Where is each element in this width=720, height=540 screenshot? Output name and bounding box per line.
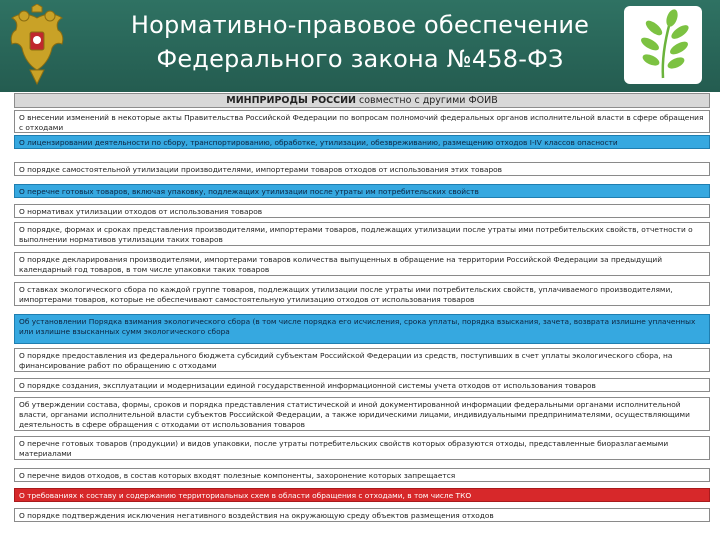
list-item — [14, 488, 710, 502]
green-leaf-branch-icon — [624, 6, 702, 84]
list-item — [14, 252, 710, 276]
list-item-text: О перечне готовых товаров, включая упаковку, подлежащих утилизации после утраты им потребительских свойств — [19, 187, 479, 196]
title-line-2: Федерального закона №458-ФЗ — [156, 45, 564, 73]
list-item — [14, 222, 710, 246]
list-item — [14, 436, 710, 460]
list-item-text: Об утверждении состава, формы, сроков и порядка представления статистической и иной документированной информации федеральными органами исполнительной власти, органами исполнительной власти субъектов Российской Федерации, а также юридическими лицами, индивидуальными предпринимателями, осуществляющими деятельность в сфере обращения с отходами от использования товаров — [19, 400, 690, 429]
list-item-text: О нормативах утилизации отходов от использования товаров — [19, 207, 263, 216]
list-item — [14, 468, 710, 482]
logo — [624, 6, 702, 84]
list-item — [14, 110, 710, 133]
title-line-1: Нормативно-правовое обеспечение — [130, 11, 590, 39]
list-item — [14, 508, 710, 522]
list-item-text: О лицензировании деятельности по сбору, транспортированию, обработке, утилизации, обезвреживанию, размещению отходов I-IV классов опасности — [19, 138, 618, 147]
list-item — [14, 162, 710, 176]
list-item-text: О порядке подтверждения исключения негативного воздействия на окружающую среду объектов размещения отходов — [19, 511, 494, 520]
list-item — [14, 204, 710, 218]
list-item — [14, 282, 710, 306]
subheader-rest: совместно с другими ФОИВ — [356, 95, 498, 106]
list-item-text: О порядке предоставления из федерального бюджета субсидий субъектам Российской Федерации из средств, поступивших в счет уплаты экологического сбора, на финансирование работ по обращению с отходами — [19, 351, 673, 370]
list-item — [14, 378, 710, 392]
list-item — [14, 314, 710, 344]
list-item-text: О ставках экологического сбора по каждой группе товаров, подлежащих утилизации после утраты ими потребительских свойств, уплачиваемого производителями, импортерами товаров, которые не обеспечивают самостоятельную утилизацию отходов от использования товаров — [19, 285, 673, 304]
list-item-text: Об установлении Порядка взимания экологического сбора (в том числе порядка его исчисления, срока уплаты, порядка взыскания, зачета, возврата излишне уплаченных или излишне взысканных сумм экологического сбора — [19, 317, 696, 336]
list-item — [14, 397, 710, 431]
list-item-text: О порядке самостоятельной утилизации производителями, импортерами товаров отходов от использования этих товаров — [19, 165, 503, 174]
section-subheader — [14, 93, 710, 108]
russian-coat-of-arms-icon — [6, 4, 68, 86]
page-title — [92, 8, 628, 76]
subheader-ministry: МИНПРИРОДЫ РОССИИ — [226, 95, 356, 106]
list-item-text: О порядке, формах и сроках представления производителями, импортерами товаров, подлежащих утилизации после утраты ими потребительских свойств, отчетности о выполнении нормативов утилизации таких товаров — [19, 225, 693, 244]
list-item — [14, 348, 710, 372]
list-item-text: О внесении изменений в некоторые акты Правительства Российской Федерации по вопросам полномочий федеральных органов исполнительной власти в сфере обращения с отходами — [19, 113, 704, 132]
list-item — [14, 184, 710, 198]
list-item-text: О перечне видов отходов, в состав которых входят полезные компоненты, захоронение которых запрещается — [19, 471, 456, 480]
list-item-text: О перечне готовых товаров (продукции) и видов упаковки, после утраты потребительских свойств которых образуются отходы, представленные биоразлагаемыми материалами — [19, 439, 669, 458]
list-item-text: О требованиях к составу и содержанию территориальных схем в области обращения с отходами, в том числе ТКО — [19, 491, 472, 500]
slide-header — [0, 0, 720, 92]
list-item-text: О порядке создания, эксплуатации и модернизации единой государственной информационной системы учета отходов от использования товаров — [19, 381, 596, 390]
list-item — [14, 135, 710, 149]
list-item-text: О порядке декларирования производителями, импортерами товаров количества выпущенных в обращение на территории Российской Федерации за предыдущий календарный год товаров, в том числе упаковки таких товаров — [19, 255, 663, 274]
